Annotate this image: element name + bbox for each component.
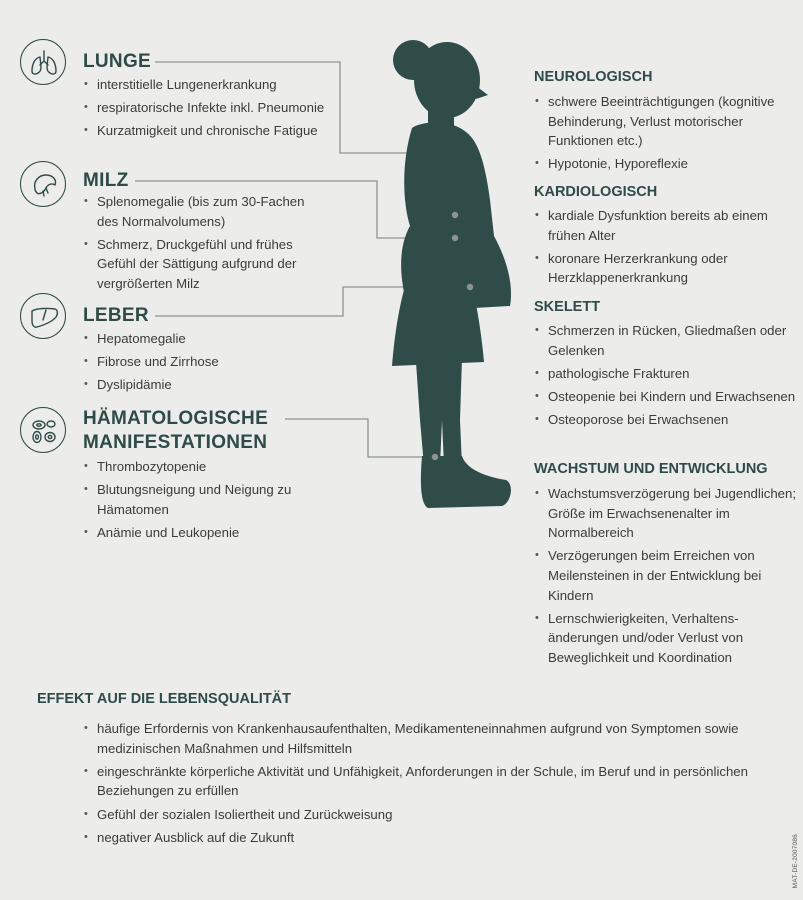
dot-milz [452, 235, 458, 241]
dot-haem [432, 454, 438, 460]
list-item: • Schmerzen in Rücken, Gliedmaßen oder Gelenken [534, 321, 796, 360]
list-item: • interstitielle Lungenerkrankung [83, 75, 328, 95]
list-item: • Verzögerungen beim Erreichen von Meilensteinen in der Entwicklung bei Kindern [534, 546, 796, 605]
kardio-list [534, 206, 796, 292]
list-item: • respiratorische Infekte inkl. Pneumonie [83, 98, 328, 118]
blood-cells-icon [20, 407, 66, 453]
liver-icon [20, 293, 66, 339]
neuro-list [534, 92, 796, 178]
list-item: • Splenomegalie (bis zum 30-Fachen des Normalvolumens) [83, 192, 328, 231]
lebensqualitaet-list [83, 719, 783, 851]
haem-title-line1: HÄMATOLOGISCHE [83, 408, 269, 429]
list-item: • Gefühl der sozialen Isoliertheit und Zurückweisung [83, 805, 783, 825]
lunge-list [83, 75, 328, 145]
list-item: • schwere Beeinträchtigungen (kognitive Behinderung, Verlust motorischer Funktionen etc.) [534, 92, 796, 151]
skelett-title: SKELETT [534, 299, 601, 315]
milz-list [83, 192, 328, 297]
list-item: • kardiale Dysfunktion bereits ab einem frühen Alter [534, 206, 796, 245]
leber-list [83, 329, 328, 399]
list-item: • Schmerz, Druckgefühl und frühes Gefühl der Sättigung aufgrund der vergrößerten Milz [83, 235, 328, 294]
list-item: • Thrombozytopenie [83, 457, 328, 477]
list-item: • häufige Erfordernis von Krankenhausaufenthalten, Medikamenteneinnahmen aufgrund von Symptomen sowie medizinischen Maßnahmen und Hilfsmitteln [83, 719, 783, 758]
spleen-icon [20, 161, 66, 207]
list-item: • negativer Ausblick auf die Zukunft [83, 828, 783, 848]
list-item: • Osteoporose bei Erwachsenen [534, 410, 796, 430]
list-item: • Hepatomegalie [83, 329, 328, 349]
list-item: • Dyslipidämie [83, 375, 328, 395]
haem-title-line2: MANIFESTATIONEN [83, 432, 268, 453]
kardio-title: KARDIOLOGISCH [534, 184, 658, 200]
list-item: • Blutungsneigung und Neigung zu Hämatomen [83, 480, 328, 519]
dot-lunge [452, 212, 458, 218]
wachstum-title: WACHSTUM UND ENTWICKLUNG [534, 461, 768, 477]
document-code: MAT-DE-2007086 [792, 833, 799, 888]
list-item: • Fibrose und Zirrhose [83, 352, 328, 372]
list-item: • koronare Herzerkrankung oder Herzklappenerkrankung [534, 249, 796, 288]
lebensqualitaet-title: EFFEKT AUF DIE LEBENSQUALITÄT [37, 691, 292, 707]
list-item: • Anämie und Leukopenie [83, 523, 328, 543]
list-item: • Kurzatmigkeit und chronische Fatigue [83, 121, 328, 141]
wachstum-list [534, 484, 796, 671]
dot-leber [467, 284, 473, 290]
list-item: • pathologische Frakturen [534, 364, 796, 384]
list-item: • Wachstumsverzögerung bei Jugendlichen; Größe im Erwachsenenalter im Normalbereich [534, 484, 796, 543]
milz-title: MILZ [83, 170, 129, 191]
list-item: • Hypotonie, Hyporeflexie [534, 154, 796, 174]
child-silhouette [392, 40, 511, 508]
skelett-list [534, 321, 796, 433]
lungs-icon [20, 39, 66, 85]
connector-haem [285, 419, 435, 457]
haem-list [83, 457, 328, 546]
list-item: • Osteopenie bei Kindern und Erwachsenen [534, 387, 796, 407]
list-item: • Lernschwierigkeiten, Verhaltens-änderungen und/oder Verlust von Beweglichkeit und Koordination [534, 609, 796, 668]
list-item: • eingeschränkte körperliche Aktivität und Unfähigkeit, Anforderungen in der Schule, im Beruf und in persönlichen Beziehungen zu erfüllen [83, 762, 783, 801]
lunge-title: LUNGE [83, 51, 151, 72]
leber-title: LEBER [83, 305, 149, 326]
neuro-title: NEUROLOGISCH [534, 69, 653, 85]
